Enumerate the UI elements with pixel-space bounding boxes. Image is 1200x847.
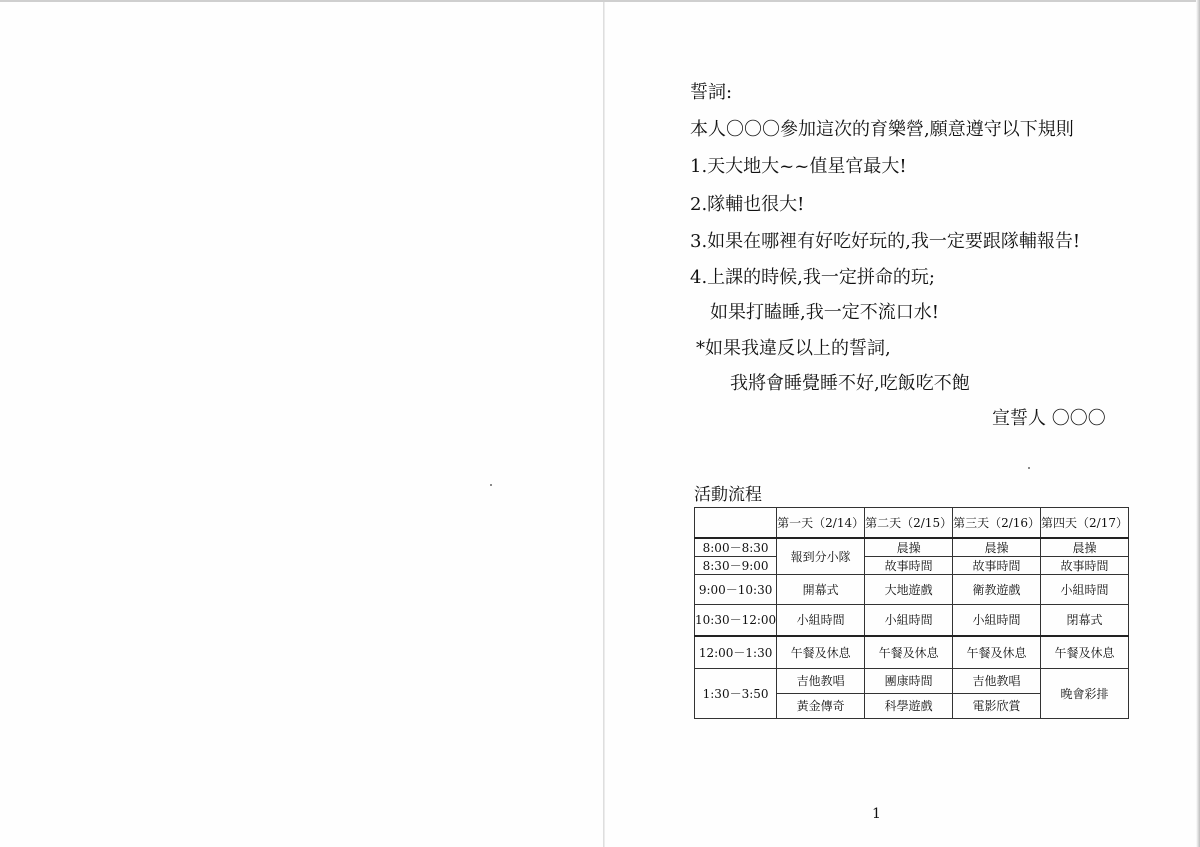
schedule-title: 活動流程	[694, 485, 762, 505]
scan-speck	[1028, 467, 1030, 469]
time-cell: 9:00－10:30	[695, 574, 777, 604]
schedule-table	[694, 507, 1129, 719]
oath-rule-4a: 4.上課的時候,我一定拼命的玩;	[690, 267, 935, 288]
table-cell: 大地遊戲	[865, 574, 953, 604]
table-row	[695, 604, 1129, 636]
table-cell: 衛教遊戲	[953, 574, 1041, 604]
table-cell: 科學遊戲	[865, 693, 953, 718]
table-cell: 故事時間	[953, 556, 1041, 574]
table-cell: 吉他教唱	[777, 668, 865, 693]
header-cell: 第四天（2/17）	[1041, 508, 1129, 538]
table-cell: 電影欣賞	[953, 693, 1041, 718]
scan-speck	[490, 484, 492, 486]
table-cell: 午餐及休息	[777, 636, 865, 668]
table-cell: 小組時間	[777, 604, 865, 636]
time-cell: 1:30－3:50	[695, 668, 777, 718]
oath-penalty-b: 我將會睡覺睡不好,吃飯吃不飽	[730, 373, 970, 394]
header-cell	[695, 508, 777, 538]
oath-title: 誓詞:	[690, 82, 733, 103]
table-cell: 晚會彩排	[1041, 668, 1129, 718]
schedule-header-row	[695, 508, 1129, 538]
table-cell: 團康時間	[865, 668, 953, 693]
table-cell: 閉幕式	[1041, 604, 1129, 636]
table-cell: 午餐及休息	[1041, 636, 1129, 668]
right-edge	[1196, 0, 1200, 847]
table-cell: 小組時間	[953, 604, 1041, 636]
table-row	[695, 668, 1129, 693]
oath-signer: 宣誓人 〇〇〇	[992, 408, 1106, 429]
oath-intro: 本人〇〇〇參加這次的育樂營,願意遵守以下規則	[690, 119, 1074, 140]
oath-rule-3: 3.如果在哪裡有好吃好玩的,我一定要跟隊輔報告!	[690, 231, 1081, 252]
table-cell: 晨操	[1041, 538, 1129, 557]
table-cell: 吉他教唱	[953, 668, 1041, 693]
oath-penalty-a: *如果我違反以上的誓詞,	[696, 338, 891, 359]
table-cell: 晨操	[865, 538, 953, 557]
table-cell: 故事時間	[865, 556, 953, 574]
table-row	[695, 538, 1129, 557]
table-cell: 黃金傳奇	[777, 693, 865, 718]
oath-rule-1: 1.天大地大~~值星官最大!	[690, 156, 907, 177]
table-cell: 故事時間	[1041, 556, 1129, 574]
page-fold	[603, 0, 605, 847]
top-edge	[0, 0, 1200, 2]
time-cell: 10:30－12:00	[695, 604, 777, 636]
table-row	[695, 556, 1129, 574]
table-cell: 晨操	[953, 538, 1041, 557]
table-cell: 小組時間	[1041, 574, 1129, 604]
time-cell: 8:30－9:00	[695, 556, 777, 574]
table-cell: 午餐及休息	[865, 636, 953, 668]
time-cell: 8:00－8:30	[695, 538, 777, 557]
table-row	[695, 636, 1129, 668]
oath-rule-2: 2.隊輔也很大!	[690, 194, 805, 215]
table-cell: 午餐及休息	[953, 636, 1041, 668]
page-number: 1	[872, 806, 881, 822]
table-cell: 報到分小隊	[777, 538, 865, 575]
oath-rule-4b: 如果打瞌睡,我一定不流口水!	[710, 302, 939, 323]
table-row	[695, 574, 1129, 604]
header-cell: 第一天（2/14）	[777, 508, 865, 538]
time-cell: 12:00－1:30	[695, 636, 777, 668]
header-cell: 第二天（2/15）	[865, 508, 953, 538]
table-cell: 小組時間	[865, 604, 953, 636]
header-cell: 第三天（2/16）	[953, 508, 1041, 538]
table-cell: 開幕式	[777, 574, 865, 604]
